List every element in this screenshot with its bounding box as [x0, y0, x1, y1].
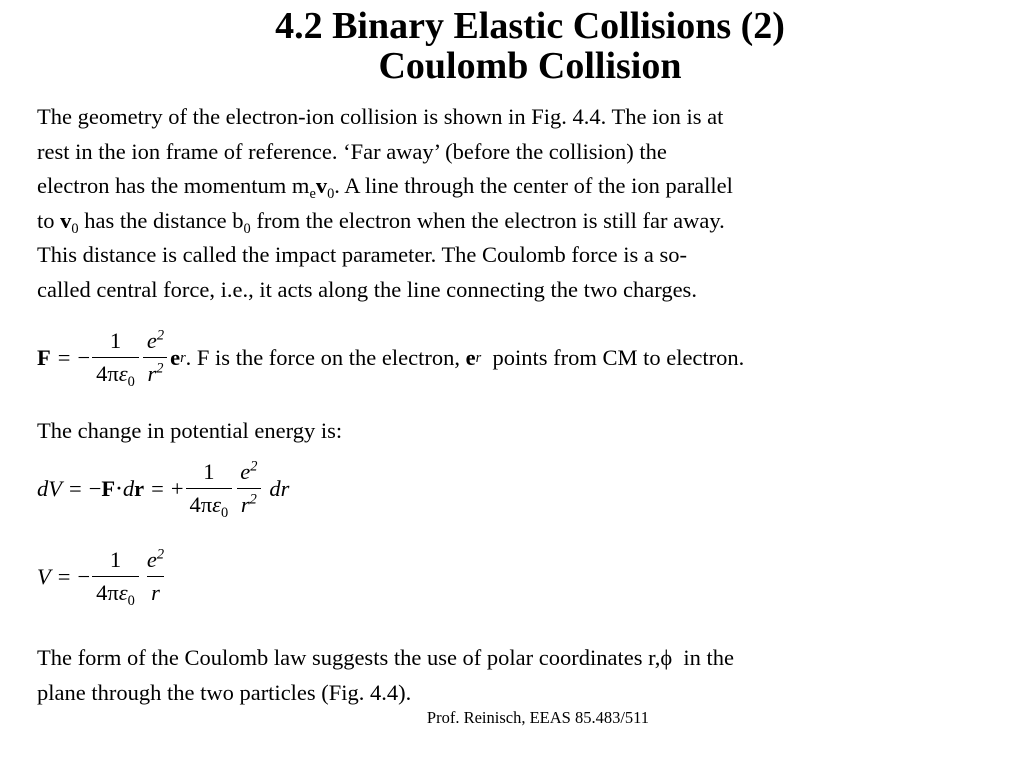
title-line-2: Coulomb Collision: [378, 45, 682, 87]
intro-line-2: rest in the ion frame of reference. ‘Far away’ (before the collision) the: [37, 138, 667, 164]
four-pi: 4π: [96, 580, 119, 605]
charge-exponent: 2: [156, 546, 165, 563]
title-line-1: 4.2 Binary Elastic Collisions (2): [275, 5, 785, 47]
coulomb-constant-fraction: [186, 459, 233, 522]
charge-symbol: e: [240, 459, 251, 484]
charge-fraction: [143, 328, 168, 387]
radius-symbol: r: [147, 361, 157, 386]
fraction-denominator: [186, 488, 233, 522]
force-symbol: F: [37, 344, 51, 370]
epsilon-subscript: 0: [127, 593, 135, 610]
minus-sign: −: [88, 475, 102, 501]
potential-equation: [37, 546, 170, 610]
potential-energy-intro: The change in potential energy is:: [37, 418, 343, 443]
intro-line-1: The geometry of the electron-ion collision is shown in Fig. 4.4. The ion is at: [37, 104, 724, 129]
dot-operator: ⋅: [115, 475, 123, 501]
equals-sign: =: [57, 344, 71, 370]
fraction-denominator: [92, 576, 139, 610]
minus-sign: −: [77, 563, 91, 589]
fraction-numerator: 1: [109, 547, 122, 572]
fraction-numerator: [143, 547, 168, 576]
equals-sign: =: [69, 475, 82, 501]
velocity-symbol: v: [315, 173, 328, 198]
slide-title: [18, 6, 1024, 86]
charge-exponent: 2: [156, 327, 165, 344]
mass-subscript-e: e: [309, 186, 316, 203]
outro-line-2: plane through the two particles (Fig. 4.4).: [37, 679, 412, 705]
charge-exponent: 2: [250, 458, 258, 475]
fraction-numerator: [143, 328, 168, 357]
charge-symbol: e: [146, 547, 157, 572]
radius-exponent: 2: [249, 491, 257, 508]
radius-symbol: r: [240, 492, 250, 517]
intro-paragraph: [37, 100, 997, 307]
fraction-numerator: [236, 459, 261, 488]
potential-differential-equation: [37, 458, 290, 522]
intro-line-5: This distance is called the impact parameter. The Coulomb force is a so-: [37, 242, 688, 267]
intro-line-6: called central force, i.e., it acts along the line connecting the two charges.: [37, 276, 697, 302]
slide-footer: Prof. Reinisch, EEAS 85.483/511: [426, 708, 650, 727]
intro-line-3-text-a: electron has the momentum m: [37, 173, 310, 198]
intro-line-4-text-c: from the electron when the electron is still far away.: [250, 207, 725, 233]
charge-fraction: [236, 459, 261, 518]
equals-sign: =: [57, 563, 71, 589]
plus-sign: +: [170, 475, 184, 501]
coulomb-constant-fraction: [92, 328, 139, 391]
epsilon-symbol: ε: [118, 361, 128, 386]
intro-line-3: [37, 169, 997, 204]
fraction-denominator: [237, 488, 261, 518]
differential-d: d: [122, 475, 135, 501]
unit-vector-symbol-2: e: [465, 344, 476, 370]
fraction-denominator: r: [147, 576, 164, 606]
potential-symbol: V: [37, 563, 51, 589]
impact-subscript-0: 0: [243, 220, 251, 237]
radius-exponent: 2: [156, 360, 164, 377]
dr-symbol: dr: [269, 475, 290, 501]
force-symbol: F: [101, 475, 116, 501]
force-explanation-a: . F is the force on the electron,: [185, 344, 466, 370]
velocity-symbol-2: v: [60, 207, 72, 233]
four-pi: 4π: [189, 492, 213, 517]
intro-line-4: [37, 204, 997, 239]
position-vector-symbol: r: [134, 475, 145, 501]
intro-line-4-text-b: has the distance b: [78, 207, 244, 233]
unit-vector-symbol: e: [170, 344, 181, 370]
four-pi: 4π: [96, 361, 119, 386]
fraction-numerator: 1: [203, 459, 215, 484]
force-explanation-b: points from CM to electron.: [481, 344, 745, 370]
intro-line-4-text-a: to: [37, 207, 61, 233]
epsilon-subscript: 0: [127, 374, 135, 391]
coulomb-constant-fraction: [92, 547, 139, 610]
epsilon-symbol: ε: [118, 580, 128, 605]
fraction-denominator: [92, 357, 139, 391]
outro-paragraph: [37, 641, 997, 710]
intro-line-3-text-b: . A line through the center of the ion parallel: [334, 173, 733, 198]
epsilon-symbol: ε: [212, 492, 222, 517]
velocity-subscript-0-2: 0: [71, 220, 79, 237]
charge-symbol: e: [146, 328, 157, 353]
fraction-denominator: [143, 357, 167, 387]
force-equation: F = − $\frac{1}{4\pi\varepsilon_0}$ $\frac{e^2}{r^2}$ e r . F is the force on the electron, e r points from CM to electron.: [37, 327, 745, 391]
minus-sign: −: [77, 344, 91, 370]
fraction-numerator: 1: [109, 328, 122, 353]
velocity-subscript-0: 0: [327, 186, 335, 203]
charge-fraction: [143, 547, 168, 606]
epsilon-subscript: 0: [221, 505, 229, 522]
outro-line-1: The form of the Coulomb law suggests the use of polar coordinates r,ϕ in the: [37, 645, 735, 670]
dv-symbol: dV: [37, 475, 62, 501]
equals-sign-2: =: [151, 475, 164, 501]
